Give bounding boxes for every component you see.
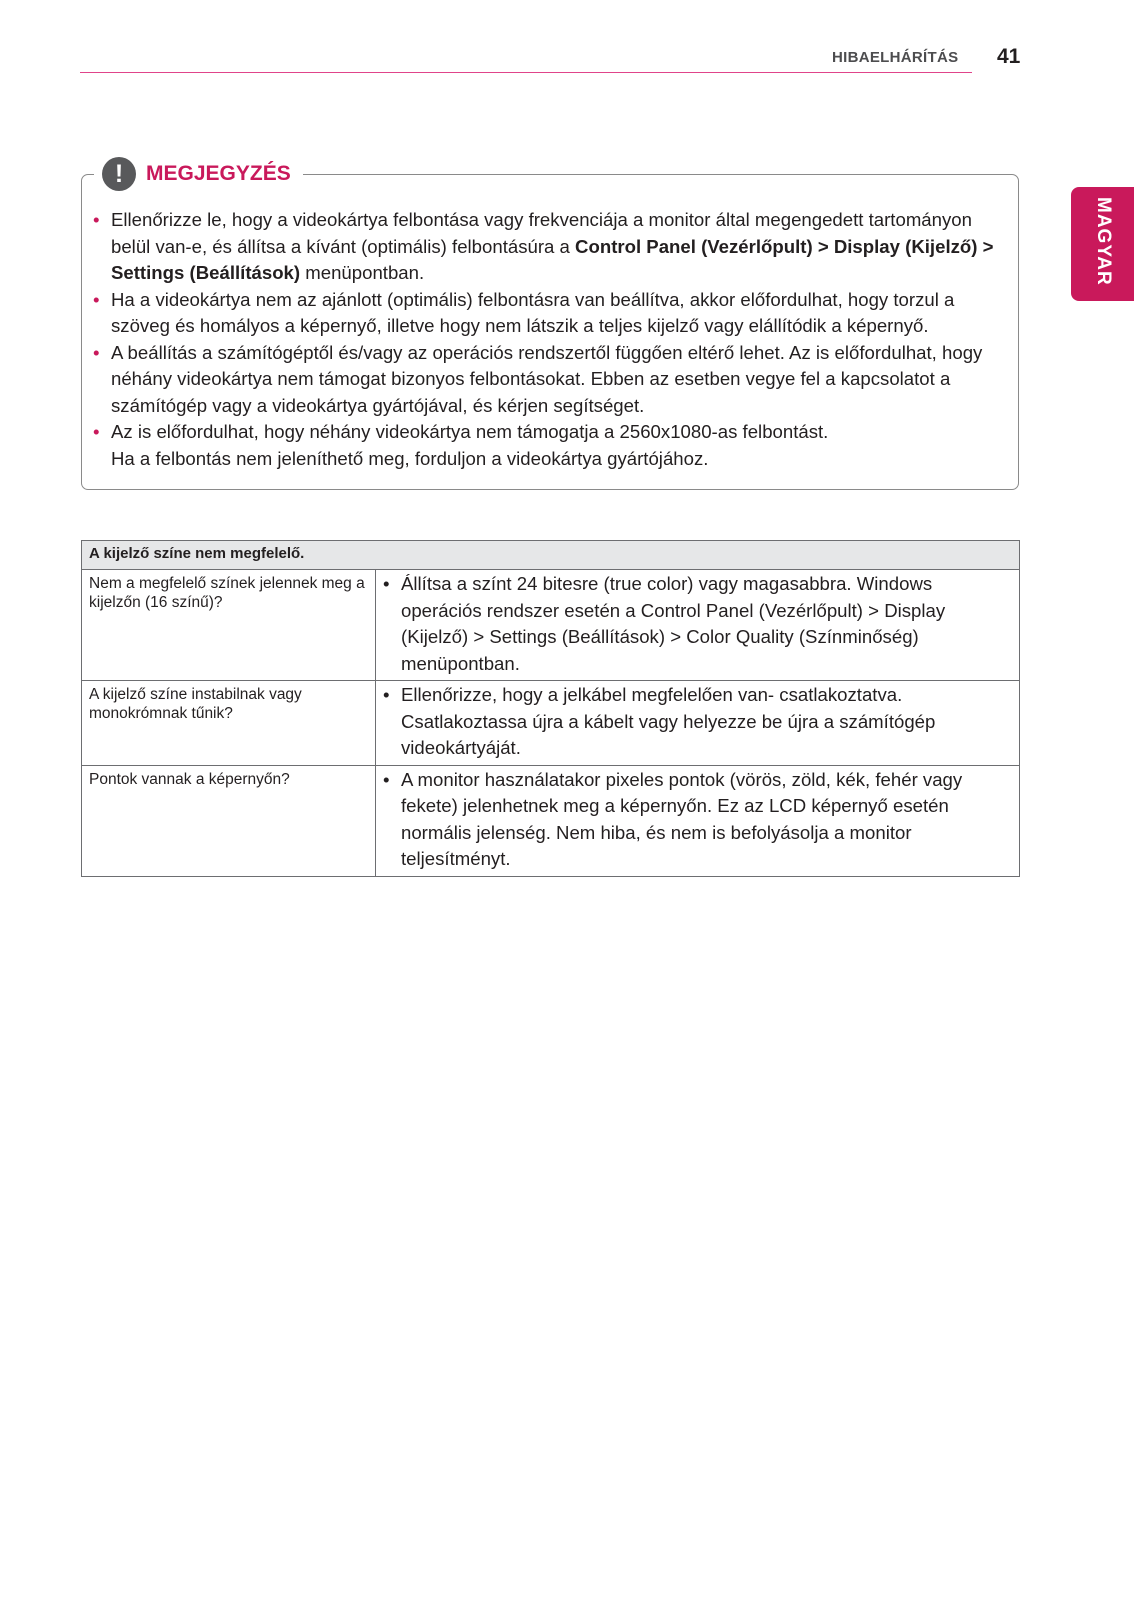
note-item — [92, 340, 1004, 420]
table-row — [82, 570, 1020, 681]
problem-cell: Pontok vannak a képernyőn? — [82, 765, 376, 876]
note-list — [92, 207, 1004, 472]
note-item-text: Az is előfordulhat, hogy néhány videokártya nem támogatja a 2560x1080-as felbontást. — [111, 421, 829, 442]
solution-cell — [376, 570, 1020, 681]
table-header-row — [82, 541, 1020, 570]
table-header: A kijelző színe nem megfelelő. — [82, 541, 1020, 570]
language-tab — [1071, 187, 1134, 301]
note-item-text: Ha a felbontás nem jeleníthető meg, forduljon a videokártya gyártójához. — [111, 447, 709, 469]
page-number: 41 — [997, 45, 1021, 68]
solution-text: • A monitor használatakor pixeles pontok (vörös, zöld, kék, fehér vagy fekete) jelenhetnek meg a képernyőn. Ez az LCD képernyő esetén normális jelenség. Nem hiba, és nem is befolyásolja a monitor teljesítményt. — [383, 767, 1013, 873]
note-item — [92, 419, 1004, 472]
note-item-text: Ellenőrizze le, hogy a videokártya felbontása vagy frekvenciája a monitor által megengedett tartományon belül van-e, és állítsa a kívánt (optimális) felbontásúra a — [111, 209, 972, 257]
exclamation-icon: ! — [102, 157, 136, 191]
note-item-text: menüpontban. — [300, 262, 425, 283]
solution-cell — [376, 765, 1020, 876]
table-row — [82, 681, 1020, 766]
note-item-text: Ha a videokártya nem az ajánlott (optimális) felbontásra van beállítva, akkor előfordulhat, hogy torzul a szöveg és homályos a képernyő, illetve hogy nem látszik a teljes kijelző vagy elállítódik a képernyő. — [111, 288, 955, 336]
troubleshooting-table — [81, 540, 1020, 877]
note-item — [92, 287, 1004, 340]
solution-text: • Állítsa a színt 24 bitesre (true color) vagy magasabbra. Windows operációs rendszer esetén a Control Panel (Vezérlőpult) > Display (Kijelző) > Settings (Beállítások) > Color Quality (Színminőség) menüpontban. — [383, 571, 1013, 677]
note-title: MEGJEGYZÉS — [146, 162, 291, 185]
note-item — [92, 207, 1004, 287]
solution-text: • Ellenőrizze, hogy a jelkábel megfelelően van- csatlakoztatva. Csatlakoztassa újra a kábelt vagy helyezze be újra a számítógép videokártyáját. — [383, 682, 1013, 762]
problem-cell: A kijelző színe instabilnak vagy monokrómnak tűnik? — [82, 681, 376, 766]
note-item-bold-path: Control Panel (Vezérlőpult) > Display (Kijelző) > Settings (Beállítások) — [111, 235, 994, 283]
section-title: HIBAELHÁRÍTÁS — [832, 49, 959, 66]
solution-cell — [376, 681, 1020, 766]
header-rule — [80, 72, 972, 73]
problem-cell: Nem a megfelelő színek jelennek meg a kijelzőn (16 színű)? — [82, 570, 376, 681]
language-tab-label: MAGYAR — [1093, 197, 1114, 286]
note-heading — [94, 156, 303, 192]
note-item-text: A beállítás a számítógéptől és/vagy az operációs rendszertől függően eltérő lehet. Az is előfordulhat, hogy néhány videokártya nem támogat bizonyos felbontásokat. Ebben az esetben vegye fel a kapcsolatot a számítógép vagy a videokártya gyártójával, és kérjen segítséget. — [111, 341, 983, 416]
table-row — [82, 765, 1020, 876]
